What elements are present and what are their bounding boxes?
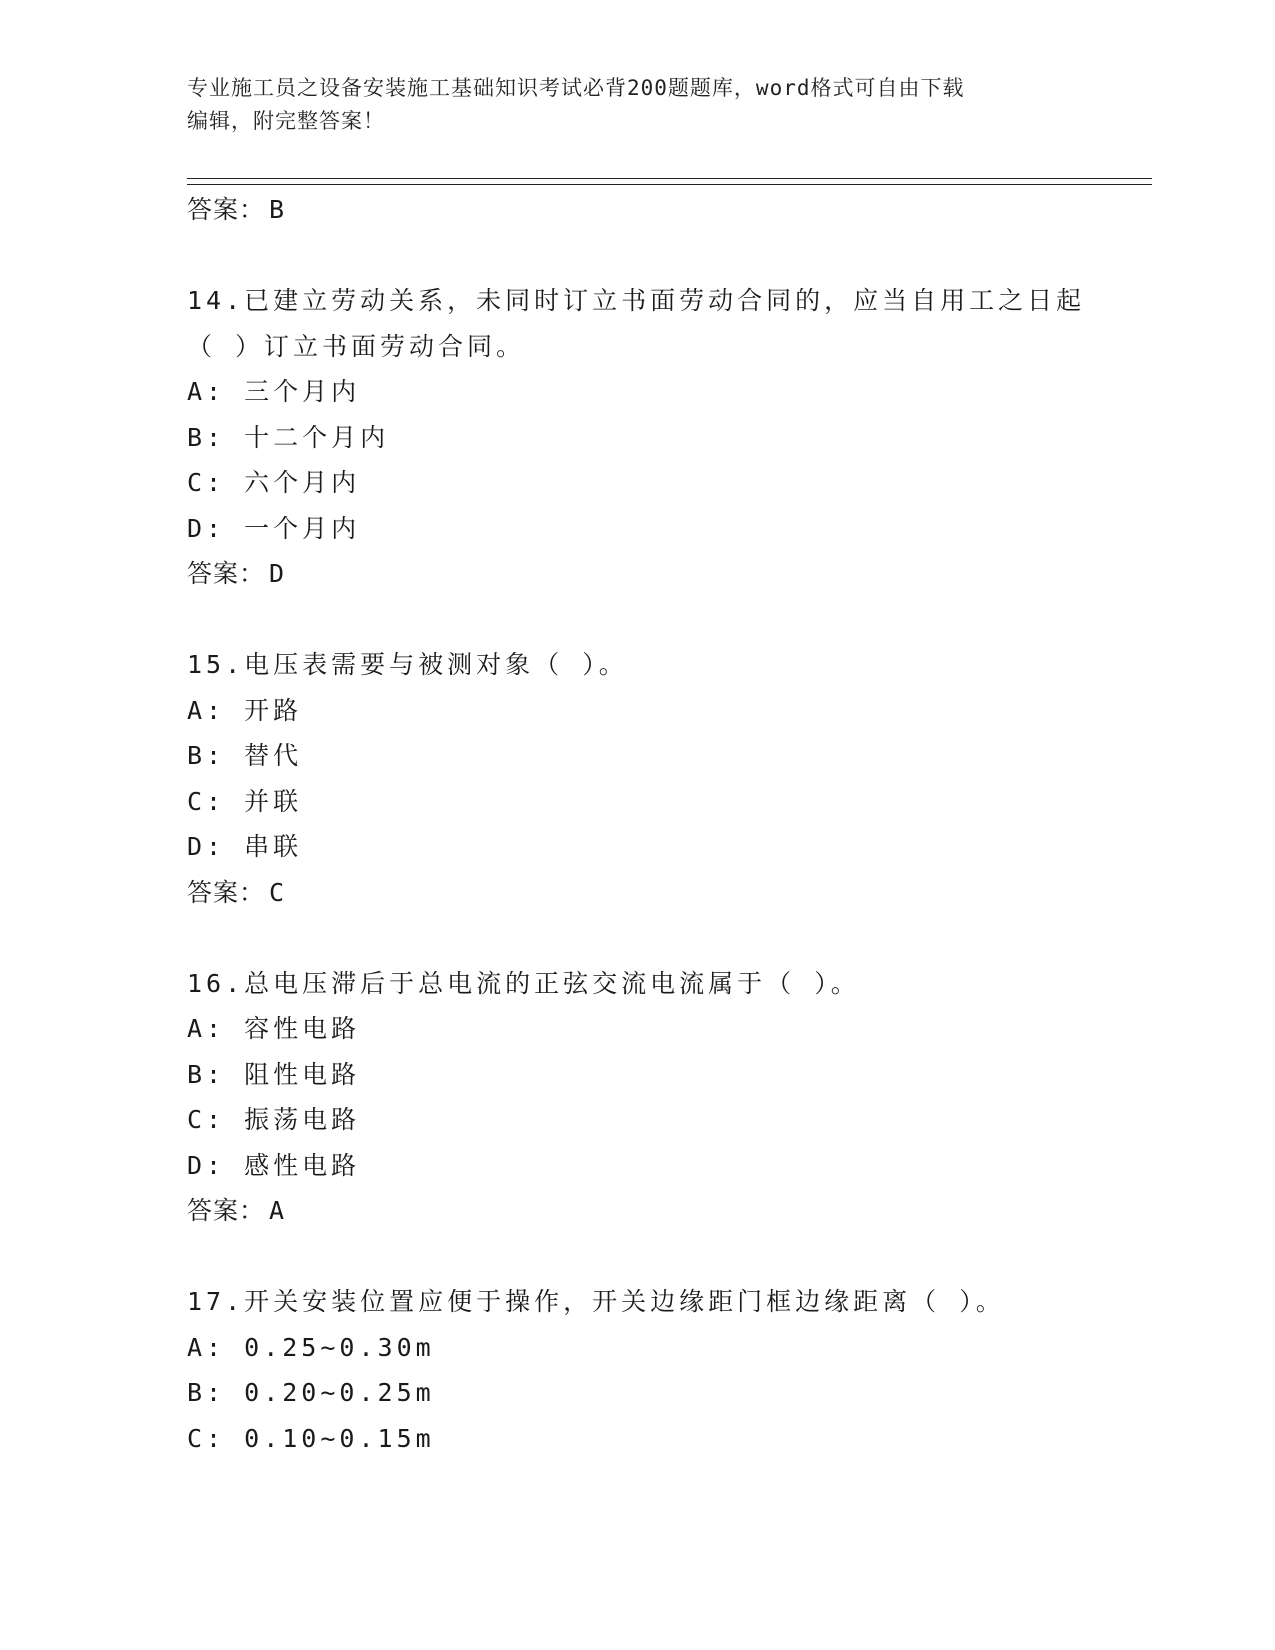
question-stem: 14.已建立劳动关系，未同时订立书面劳动合同的，应当自用工之日起	[187, 286, 1086, 315]
option-a: A: 开路	[187, 695, 303, 725]
option-a: A: 0.25~0.30m	[187, 1332, 435, 1362]
option-d: D: 串联	[187, 832, 303, 861]
option-b: B: 0.20~0.25m	[187, 1378, 435, 1407]
answer-value: A	[269, 1196, 286, 1225]
header-divider-bottom	[187, 184, 1152, 185]
header-line-1: 专业施工员之设备安装施工基础知识考试必背200题题库，word格式可自由下载	[187, 76, 965, 100]
answer-line	[187, 1188, 1152, 1234]
option-c: C: 并联	[187, 786, 303, 816]
question-block	[187, 642, 1152, 915]
answer-label: 答案：	[187, 559, 266, 588]
question-stem: （ ）订立书面劳动合同。	[187, 331, 526, 361]
answer-line	[187, 187, 1152, 233]
question-stem: 17.开关安装位置应便于操作，开关边缘距门框边缘距离（ ）。	[187, 1287, 1005, 1316]
option-d: D: 一个月内	[187, 513, 361, 543]
header-divider-top	[187, 178, 1152, 179]
option-c: C: 0.10~0.15m	[187, 1423, 435, 1453]
option-b: B: 十二个月内	[187, 422, 390, 452]
question-stem: 15.电压表需要与被测对象（ ）。	[187, 650, 628, 679]
answer-line	[187, 870, 1152, 916]
option-d: D: 感性电路	[187, 1150, 361, 1180]
answer-value: B	[269, 195, 286, 224]
answer-value: C	[269, 877, 286, 907]
spacer	[187, 915, 1152, 961]
question-list	[187, 187, 1152, 1461]
answer-label: 答案：	[187, 1196, 266, 1225]
option-b: B: 阻性电路	[187, 1059, 361, 1089]
question-block	[187, 961, 1152, 1234]
spacer	[187, 1234, 1152, 1280]
spacer	[187, 597, 1152, 643]
option-c: C: 振荡电路	[187, 1105, 361, 1134]
option-a: A: 容性电路	[187, 1014, 361, 1043]
answer-value: D	[269, 559, 286, 588]
question-stem: 16.总电压滞后于总电流的正弦交流电流属于（ ）。	[187, 968, 860, 998]
header-line-2: 编辑，附完整答案！	[187, 109, 385, 133]
answer-label: 答案：	[187, 195, 266, 224]
option-b: B: 替代	[187, 741, 303, 770]
question-block	[187, 278, 1152, 597]
answer-line	[187, 551, 1152, 597]
spacer	[187, 233, 1152, 279]
question-block	[187, 1279, 1152, 1461]
document-header	[187, 72, 1067, 138]
option-a: A: 三个月内	[187, 377, 361, 406]
answer-label: 答案：	[187, 877, 266, 907]
option-c: C: 六个月内	[187, 468, 361, 497]
